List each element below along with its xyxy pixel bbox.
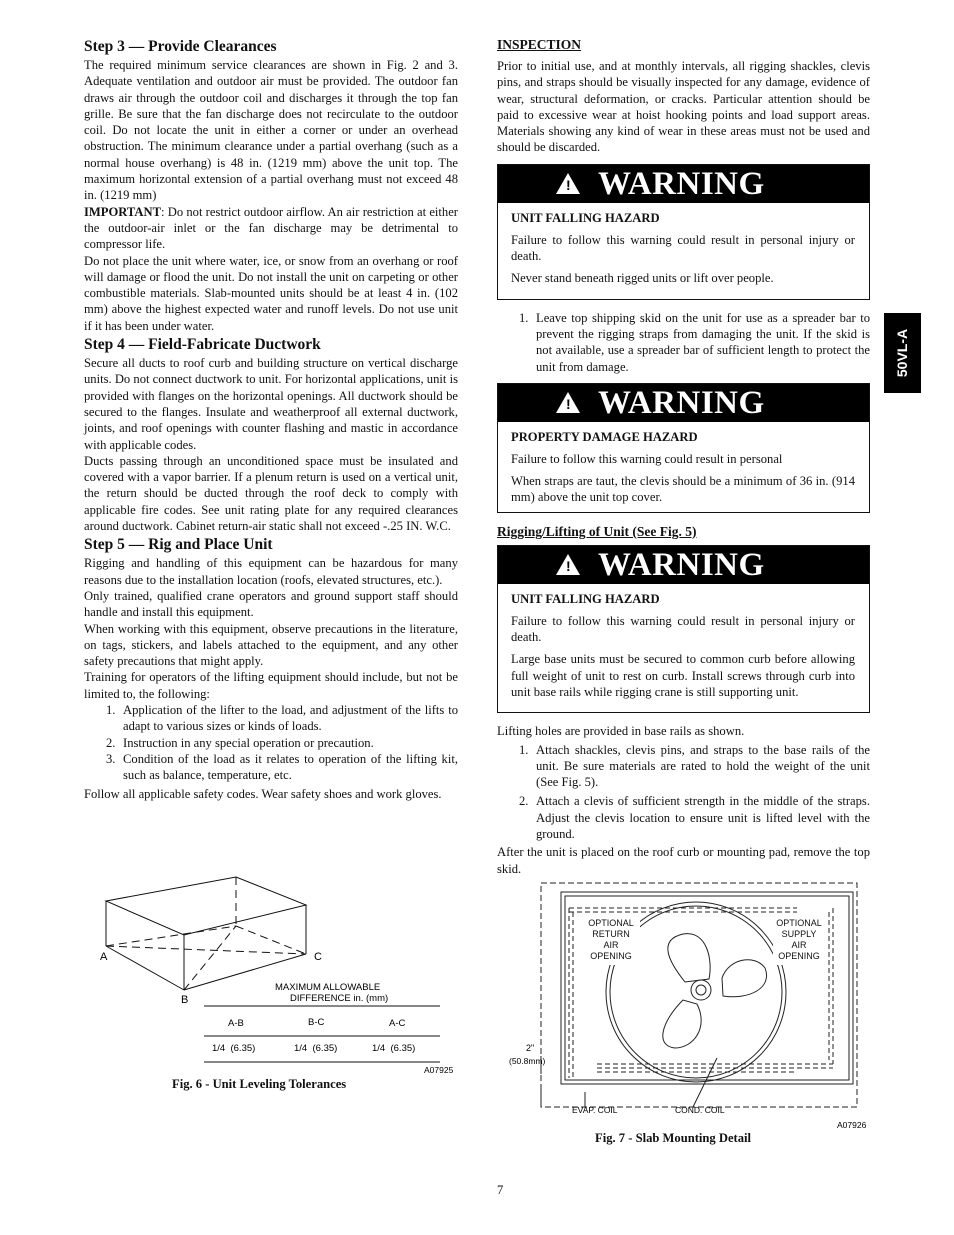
step3-paragraph-1: The required minimum service clearances are shown in Fig. 2 and 3. Adequate ventilation and outdoor air must be provided. The outdoor fan draws air through the outdoor coil and discharges it through the top fan grille. Be sure that the fan discharge does not recirculate to the outdoor coil. Do not locate the unit in either a corner or under an overhead obstruction. The minimum clearance under a partial overhang (such as a normal house overhang) is 48 in. (1219 mm) above the unit top. The maximum horizontal extension of a partial overhang must not exceed 48 in. (1219 mm): [84, 58, 458, 203]
page-number: 7: [497, 1183, 504, 1197]
list-item: 1. Attach shackles, clevis pins, and straps to the base rails of the unit. Be sure materials are rated to hold the weight of the unit (See Fig. 5).: [519, 742, 870, 790]
step3-paragraph-2: Do not place the unit where water, ice, or snow from an overhang or roof will damage or flood the unit. Do not install the unit on carpeting or other combustible materials. Slab-mounted units should be at least 4 in. (102 mm) above the highest expected water and runoff levels. Do not use unit if it has been under water.: [84, 253, 458, 333]
fan-hub: [691, 980, 711, 1000]
fig6-caption: Fig. 6 - Unit Leveling Tolerances: [172, 1077, 347, 1091]
dim-label-inches: 2ʺ: [526, 1043, 535, 1053]
list-item: 1. Application of the lifter to the load, and adjustment of the lifts to adapt to various sizes or kinds of loads.: [106, 702, 458, 734]
hidden-edge: [236, 926, 306, 954]
step3-heading: Step 3 — Provide Clearances: [84, 38, 277, 55]
inspection-heading: INSPECTION: [497, 37, 582, 52]
warning-triangle-icon: !: [556, 554, 580, 575]
warning-triangle-icon: !: [556, 173, 580, 194]
list-item: 2. Attach a clevis of sufficient strength in the middle of the straps. Adjust the clevis location to ensure unit is lifted level with the ground.: [519, 794, 870, 842]
return-label-line: RETURN: [592, 929, 630, 939]
left-column: [84, 36, 458, 803]
fig6-code: A07925: [424, 1065, 454, 1075]
step5-paragraph-5: Follow all applicable safety codes. Wear safety shoes and work gloves.: [84, 787, 442, 802]
header-ab: A-B: [228, 1018, 244, 1029]
fig7-code: A07926: [837, 1120, 867, 1130]
table-title-1: MAXIMUM ALLOWABLE: [275, 982, 381, 993]
supply-label-line: OPENING: [778, 951, 820, 961]
step4-paragraph-1: Secure all ducts to roof curb and building structure on vertical discharge units. Do not connect ductwork to unit. For horizontal applications, unit is provided with flanges on the horizontal openings. All ductwork should be secured to the flanges. Insulate and weatherproof all external ductwork, joints, and roof openings with counter flashing and mastic in accordance with applicable codes.: [84, 356, 458, 452]
supply-label-line: SUPPLY: [781, 929, 817, 939]
important-label: IMPORTANT: [84, 204, 161, 219]
evap-coil-label: EVAP. COIL: [572, 1105, 618, 1115]
value-bc: 1/4 (6.35): [294, 1043, 338, 1054]
warning-text: Failure to follow this warning could result in personal injury or death.: [511, 613, 855, 645]
warning-word: WARNING: [598, 384, 765, 421]
hazard-title: UNIT FALLING HAZARD: [511, 210, 660, 225]
rigging-heading: Rigging/Lifting of Unit (See Fig. 5): [497, 523, 697, 539]
inspection-paragraph: Prior to initial use, and at monthly intervals, all rigging shackles, clevis pins, and straps should be visually inspected for any damage, evidence of wear, structural deformation, or cracks. Particular attention should be paid to excessive wear at hoist hooking points and load support areas. Materials showing any kind of wear in these areas must not be used and should be discarded.: [497, 59, 870, 155]
diagonal-bc: [184, 926, 236, 990]
lifting-list: [497, 742, 870, 843]
fig7-caption: Fig. 7 - Slab Mounting Detail: [595, 1131, 752, 1145]
step5-paragraph-3: When working with this equipment, observe precautions in the literature, on tags, stickers, and labels attached to the equipment, and any other safety precautions that might apply.: [84, 621, 458, 669]
warning-word: WARNING: [598, 165, 765, 202]
warning-box-3: [497, 545, 870, 713]
hazard-title: PROPERTY DAMAGE HAZARD: [511, 429, 698, 444]
warning-box-2: [497, 383, 870, 513]
return-label-line: OPTIONAL: [588, 918, 634, 928]
warning-word: WARNING: [598, 546, 765, 583]
step4-heading: Step 4 — Field-Fabricate Ductwork: [84, 336, 321, 354]
list-item: 3. Condition of the load as it relates to operation of the lifting kit, such as balance, temperature, etc.: [106, 751, 458, 783]
important-text: : Do not restrict outdoor airflow. An air restriction at either the outdoor-air inlet or the fan discharge may be detrimental to compressor life.: [84, 204, 458, 252]
dim-label-mm: (50.8mm): [509, 1056, 546, 1066]
step5-paragraph-2: Only trained, qualified crane operators and ground support staff should handle and install this equipment.: [84, 588, 458, 620]
after-placement-text: After the unit is placed on the roof curb or mounting pad, remove the top skid.: [497, 845, 870, 876]
warning-text: When straps are taut, the clevis should be a minimum of 36 in. (914 mm) above the unit top cover.: [511, 474, 855, 505]
corner-a-label: A: [100, 951, 108, 963]
value-ac: 1/4 (6.35): [372, 1043, 416, 1054]
warning-text: Failure to follow this warning could result in personal injury or death.: [511, 232, 855, 264]
table-title-2: DIFFERENCE in. (mm): [290, 993, 389, 1004]
list-item: 2. Instruction in any special operation or precaution.: [106, 735, 374, 750]
step5-heading: Step 5 — Rig and Place Unit: [84, 536, 273, 554]
fan-blade: [663, 1000, 701, 1048]
box-top-face: [106, 877, 306, 935]
lifting-intro: Lifting holes are provided in base rails as shown.: [497, 724, 745, 739]
value-ab: 1/4 (6.35): [212, 1043, 256, 1054]
return-label-line: OPENING: [590, 951, 632, 961]
step3-important: [84, 204, 458, 253]
warning-triangle-icon: !: [556, 392, 580, 413]
training-list: [84, 702, 458, 783]
list-item: 1. Leave top shipping skid on the unit for use as a spreader bar to prevent the rigging straps from damaging the unit. If the skid is not available, use a spreader bar of sufficient length to protect the unit from damage.: [519, 310, 870, 374]
warning-box-1: [497, 164, 870, 300]
cond-coil-label: COND. COIL: [675, 1105, 725, 1115]
step4-paragraph-2: Ducts passing through an unconditioned space must be insulated and covered with a vapor barrier. If a plenum return is used on a vertical unit, the return should be ducted through the roof deck to comply with applicable fire codes. See unit rating plate for any required clearances around ductwork. Cabinet return-air static shall not exceed -.25 IN. W.C.: [84, 453, 458, 534]
corner-c-label: C: [314, 951, 322, 963]
supply-label-line: OPTIONAL: [776, 918, 822, 928]
box-edge: [106, 946, 184, 990]
warning-header: [498, 165, 869, 203]
warning-header: [498, 384, 869, 422]
fan-blade: [668, 934, 710, 982]
side-tab: [884, 313, 921, 393]
fan-blade: [722, 960, 767, 997]
header-bc: B-C: [308, 1017, 325, 1028]
corner-b-label: B: [181, 994, 189, 1006]
side-tab-label: 50VL-A: [894, 328, 911, 378]
warning-text: Failure to follow this warning could result in personal: [511, 451, 783, 466]
hazard-title: UNIT FALLING HAZARD: [511, 591, 660, 606]
skid-list: [497, 310, 870, 375]
step5-paragraph-1: Rigging and handling of this equipment can be hazardous for many reasons due to the installation location (roofs, elevated structures, etc.).: [84, 556, 458, 587]
fig7-slab-diagram: [497, 878, 877, 1132]
warning-header: [498, 546, 869, 584]
right-column: [497, 36, 870, 877]
warning-text: Never stand beneath rigged units or lift over people.: [511, 271, 774, 286]
warning-text: Large base units must be secured to common curb before allowing full weight of unit to rest on curb. Install screws through curb into unit base rails while rigging crane is still supporting unit.: [511, 652, 855, 699]
fig6-leveling-diagram: [84, 868, 464, 1080]
supply-label-line: AIR: [791, 940, 807, 950]
header-ac: A-C: [389, 1018, 406, 1029]
step5-paragraph-4: Training for operators of the lifting equipment should include, but not be limited to, the following:: [84, 670, 458, 701]
return-label-line: AIR: [603, 940, 619, 950]
cond-leader: [693, 1058, 717, 1107]
diagonal-ac: [106, 946, 306, 954]
fan-hub-center: [696, 985, 706, 995]
